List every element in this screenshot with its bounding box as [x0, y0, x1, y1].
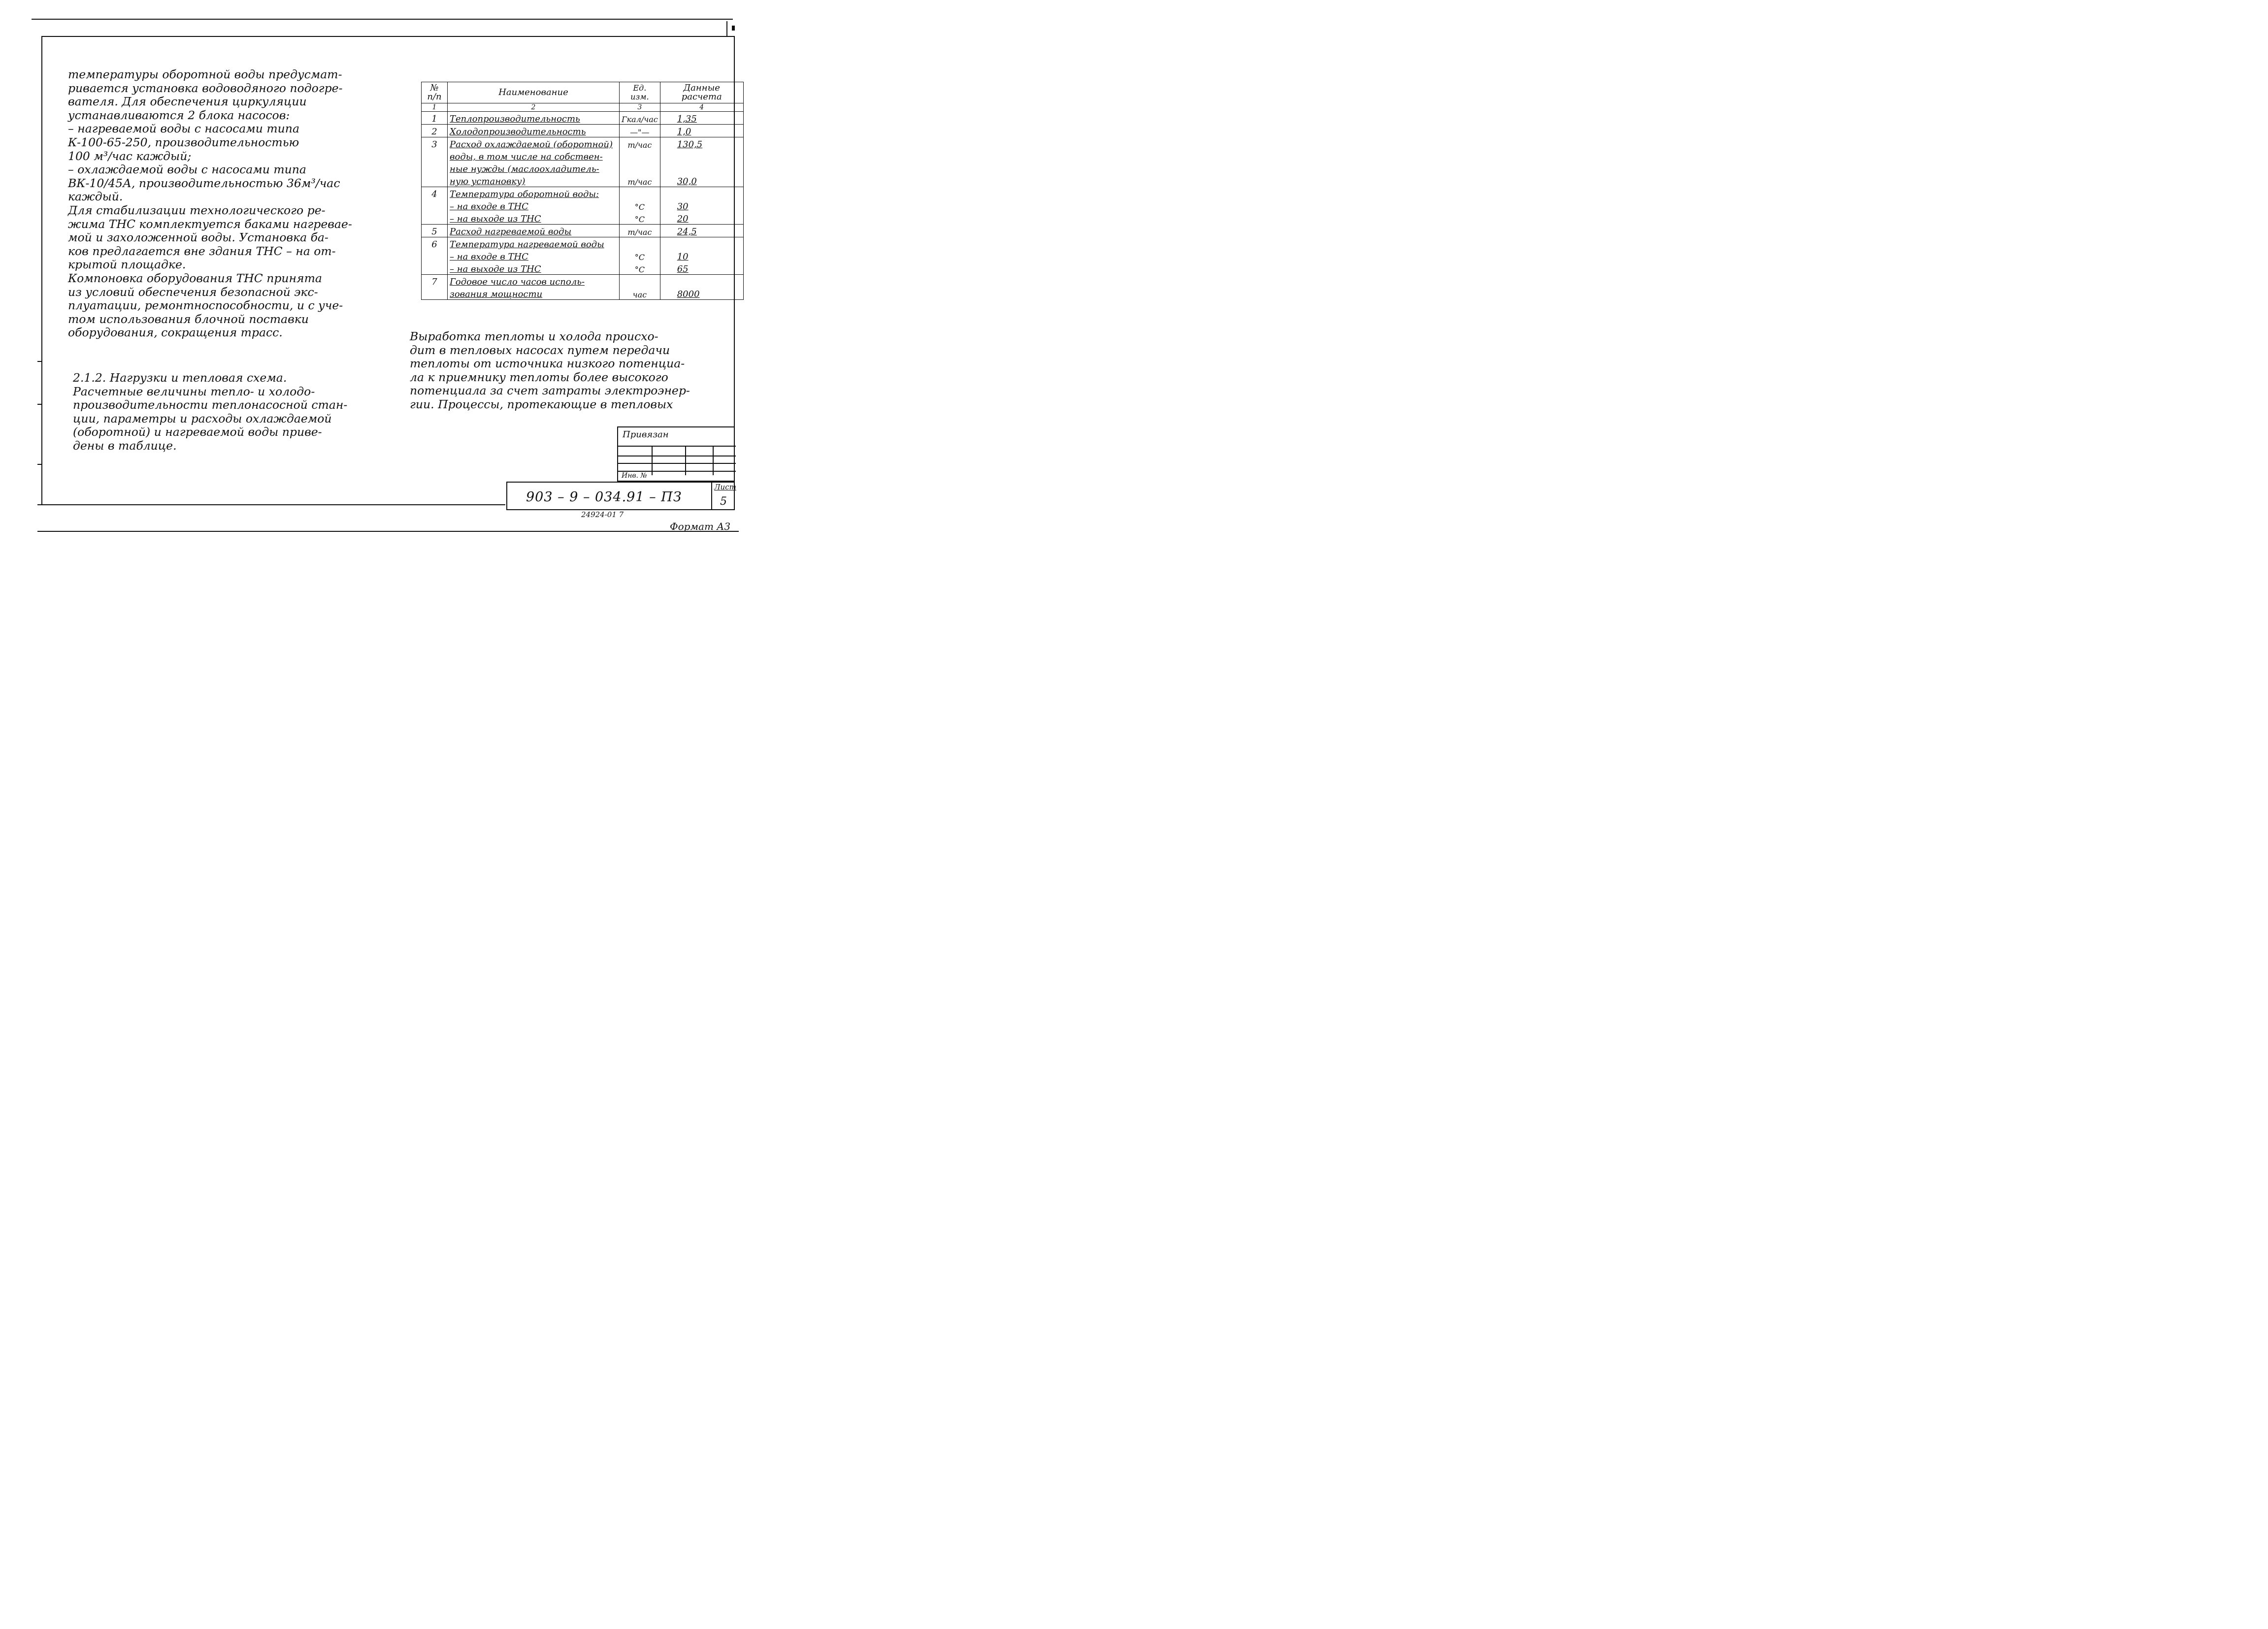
- text-line: том использования блочной поставки: [68, 312, 309, 326]
- right-column-text: [410, 330, 725, 412]
- table-cell: °С: [620, 199, 660, 212]
- text-line: К-100-65-250, производительностью: [68, 135, 299, 149]
- text-line: теплоты от источника низкого потенциа-: [410, 357, 685, 371]
- table-cell: – на входе в ТНС: [448, 199, 620, 212]
- table-cell: Температура оборотной воды:: [448, 187, 620, 200]
- parameters-table: [421, 82, 744, 300]
- text-line: (оборотной) и нагреваемой воды приве-: [73, 425, 322, 439]
- text-line: – нагреваемой воды с насосами типа: [68, 122, 299, 136]
- table-cell: [422, 162, 448, 174]
- table-row: [422, 137, 744, 150]
- doc-number: 903 – 9 – 034.91 – ПЗ: [526, 489, 682, 505]
- table-row: [422, 150, 744, 162]
- stamp-rule: [618, 446, 736, 447]
- table-cell: °С: [620, 250, 660, 262]
- table-cell: [620, 237, 660, 250]
- table-cell: 65: [660, 262, 743, 275]
- table-cell: [422, 250, 448, 262]
- table-cell: Гкал/час: [620, 112, 660, 125]
- table-row: [422, 225, 744, 237]
- text-line: ВК-10/45А, производительностью 36м³/час: [68, 176, 340, 190]
- text-line: Расчетные величины тепло- и холодо-: [73, 384, 315, 398]
- stamp-divider: [652, 446, 653, 475]
- table-cell: Расход нагреваемой воды: [448, 225, 620, 237]
- corner-mark: [726, 21, 727, 37]
- table-row: [422, 162, 744, 174]
- text-line: 2.1.2. Нагрузки и тепловая схема.: [73, 371, 287, 385]
- table-cell: [620, 162, 660, 174]
- text-line: Выработка теплоты и холода происхо-: [410, 329, 658, 343]
- table-row: [422, 262, 744, 275]
- stamp-rule: [618, 463, 736, 464]
- text-line: – охлаждаемой воды с насосами типа: [68, 163, 306, 177]
- text-line: потенциала за счет затраты электроэнер-: [410, 384, 690, 398]
- table-cell: Годовое число часов исполь-: [448, 275, 620, 288]
- bottom-rule: [37, 531, 739, 532]
- table-cell: 5: [422, 225, 448, 237]
- table-header-cell: Наименование: [448, 82, 620, 103]
- text-line: температуры оборотной воды предусмат-: [68, 67, 342, 81]
- table-header-cell: Данные расчета: [660, 82, 743, 103]
- text-line: ла к приемнику теплоты более высокого: [410, 370, 668, 384]
- sheet-label: Лист: [714, 483, 736, 491]
- text-line: гии. Процессы, протекающие в тепловых: [410, 397, 673, 411]
- table-cell: [422, 262, 448, 275]
- corner-dot: [732, 26, 735, 31]
- binding-tick: [37, 361, 42, 362]
- text-line: устанавливаются 2 блока насосов:: [68, 108, 290, 122]
- table-cell: [660, 187, 743, 200]
- table-cell: Температура нагреваемой воды: [448, 237, 620, 250]
- format-label: Формат А3: [670, 521, 731, 532]
- archive-number: 24924-01 7: [581, 510, 624, 519]
- table-row: [422, 237, 744, 250]
- text-line: вателя. Для обеспечения циркуляции: [68, 95, 307, 109]
- text-line: плуатации, ремонтноспособности, и с уче-: [68, 298, 343, 313]
- table-cell: 30: [660, 199, 743, 212]
- table-cell: [620, 187, 660, 200]
- table-cell: час: [620, 287, 660, 300]
- left-column-text: [68, 68, 377, 340]
- table-cell: т/час: [620, 225, 660, 237]
- table-cell: зования мощности: [448, 287, 620, 300]
- table-cell: т/час: [620, 174, 660, 187]
- table-cell: 1,0: [660, 125, 743, 137]
- table-column-number: 3: [620, 103, 660, 112]
- table-cell: 1: [422, 112, 448, 125]
- table-cell: 4: [422, 187, 448, 200]
- table-header-cell: Ед. изм.: [620, 82, 660, 103]
- table-cell: [422, 174, 448, 187]
- stamp-inventory: Инв. №: [622, 472, 647, 480]
- table-cell: 30,0: [660, 174, 743, 187]
- table-cell: [660, 275, 743, 288]
- table-cell: °С: [620, 262, 660, 275]
- binding-tick: [37, 404, 42, 405]
- table-cell: 24,5: [660, 225, 743, 237]
- table-cell: [422, 212, 448, 225]
- table-cell: 130,5: [660, 137, 743, 150]
- table-cell: Расход охлаждаемой (оборотной): [448, 137, 620, 150]
- table-cell: —"—: [620, 125, 660, 137]
- text-line: дит в тепловых насосах путем передачи: [410, 343, 670, 357]
- stamp-divider: [685, 446, 686, 475]
- section-2-1-2: [73, 371, 378, 453]
- stamp-divider: [713, 446, 714, 475]
- text-line: ривается установка водоводяного подогре-: [68, 81, 343, 95]
- table-cell: – на выходе из ТНС: [448, 262, 620, 275]
- table-row: [422, 199, 744, 212]
- table-cell: [422, 150, 448, 162]
- binding-tick: [37, 464, 42, 465]
- table-header-cell: № п/п: [422, 82, 448, 103]
- table-column-number: 2: [448, 103, 620, 112]
- text-line: ков предлагается вне здания ТНС – на от-: [68, 244, 336, 258]
- text-line: каждый.: [68, 190, 123, 204]
- table-cell: 20: [660, 212, 743, 225]
- table-row: [422, 174, 744, 187]
- text-line: Компоновка оборудования ТНС принята: [68, 271, 322, 285]
- table-cell: [660, 150, 743, 162]
- sheet-number: 5: [720, 495, 727, 508]
- table-cell: [660, 162, 743, 174]
- table-cell: 10: [660, 250, 743, 262]
- text-line: производительности теплонасосной стан-: [73, 398, 348, 412]
- table-cell: 2: [422, 125, 448, 137]
- table-row: [422, 187, 744, 200]
- table-cell: – на выходе из ТНС: [448, 212, 620, 225]
- table-cell: 1,35: [660, 112, 743, 125]
- table-cell: °С: [620, 212, 660, 225]
- table-cell: воды, в том числе на собствен-: [448, 150, 620, 162]
- table-row: [422, 125, 744, 137]
- table-cell: 6: [422, 237, 448, 250]
- text-line: крытой площадке.: [68, 258, 186, 272]
- table-row: [422, 287, 744, 300]
- table-cell: ную установку): [448, 174, 620, 187]
- table-cell: [620, 275, 660, 288]
- table-row: [422, 112, 744, 125]
- table-cell: т/час: [620, 137, 660, 150]
- table-cell: [422, 199, 448, 212]
- table-column-number: 1: [422, 103, 448, 112]
- table-cell: [660, 237, 743, 250]
- table-cell: 8000: [660, 287, 743, 300]
- text-line: жима ТНС комплектуется баками нагреваe-: [68, 217, 352, 231]
- top-rule: [32, 19, 733, 20]
- table-cell: [422, 287, 448, 300]
- table-row: [422, 212, 744, 225]
- table-row: [422, 250, 744, 262]
- text-line: из условий обеспечения безопасной экс-: [68, 285, 318, 299]
- table-cell: 7: [422, 275, 448, 288]
- table-column-number: 4: [660, 103, 743, 112]
- text-line: дены в таблице.: [73, 438, 177, 453]
- stamp-privyazan: Привязан: [623, 429, 669, 440]
- table-row: [422, 275, 744, 288]
- text-line: оборудования, сокращения трасс.: [68, 326, 283, 340]
- table-cell: ные нужды (маслоохладитель-: [448, 162, 620, 174]
- text-line: Для стабилизации технологического ре-: [68, 203, 326, 217]
- table-cell: Холодопроизводительность: [448, 125, 620, 137]
- table-cell: 3: [422, 137, 448, 150]
- text-line: 100 м³/час каждый;: [68, 149, 192, 163]
- table-cell: – на входе в ТНС: [448, 250, 620, 262]
- table-cell: [620, 150, 660, 162]
- frame-bottom-rule: [37, 504, 505, 505]
- text-line: мой и захоложенной воды. Установка ба-: [68, 230, 329, 245]
- table-cell: Теплопроизводительность: [448, 112, 620, 125]
- text-line: ции, параметры и расходы охлаждаемой: [73, 411, 332, 425]
